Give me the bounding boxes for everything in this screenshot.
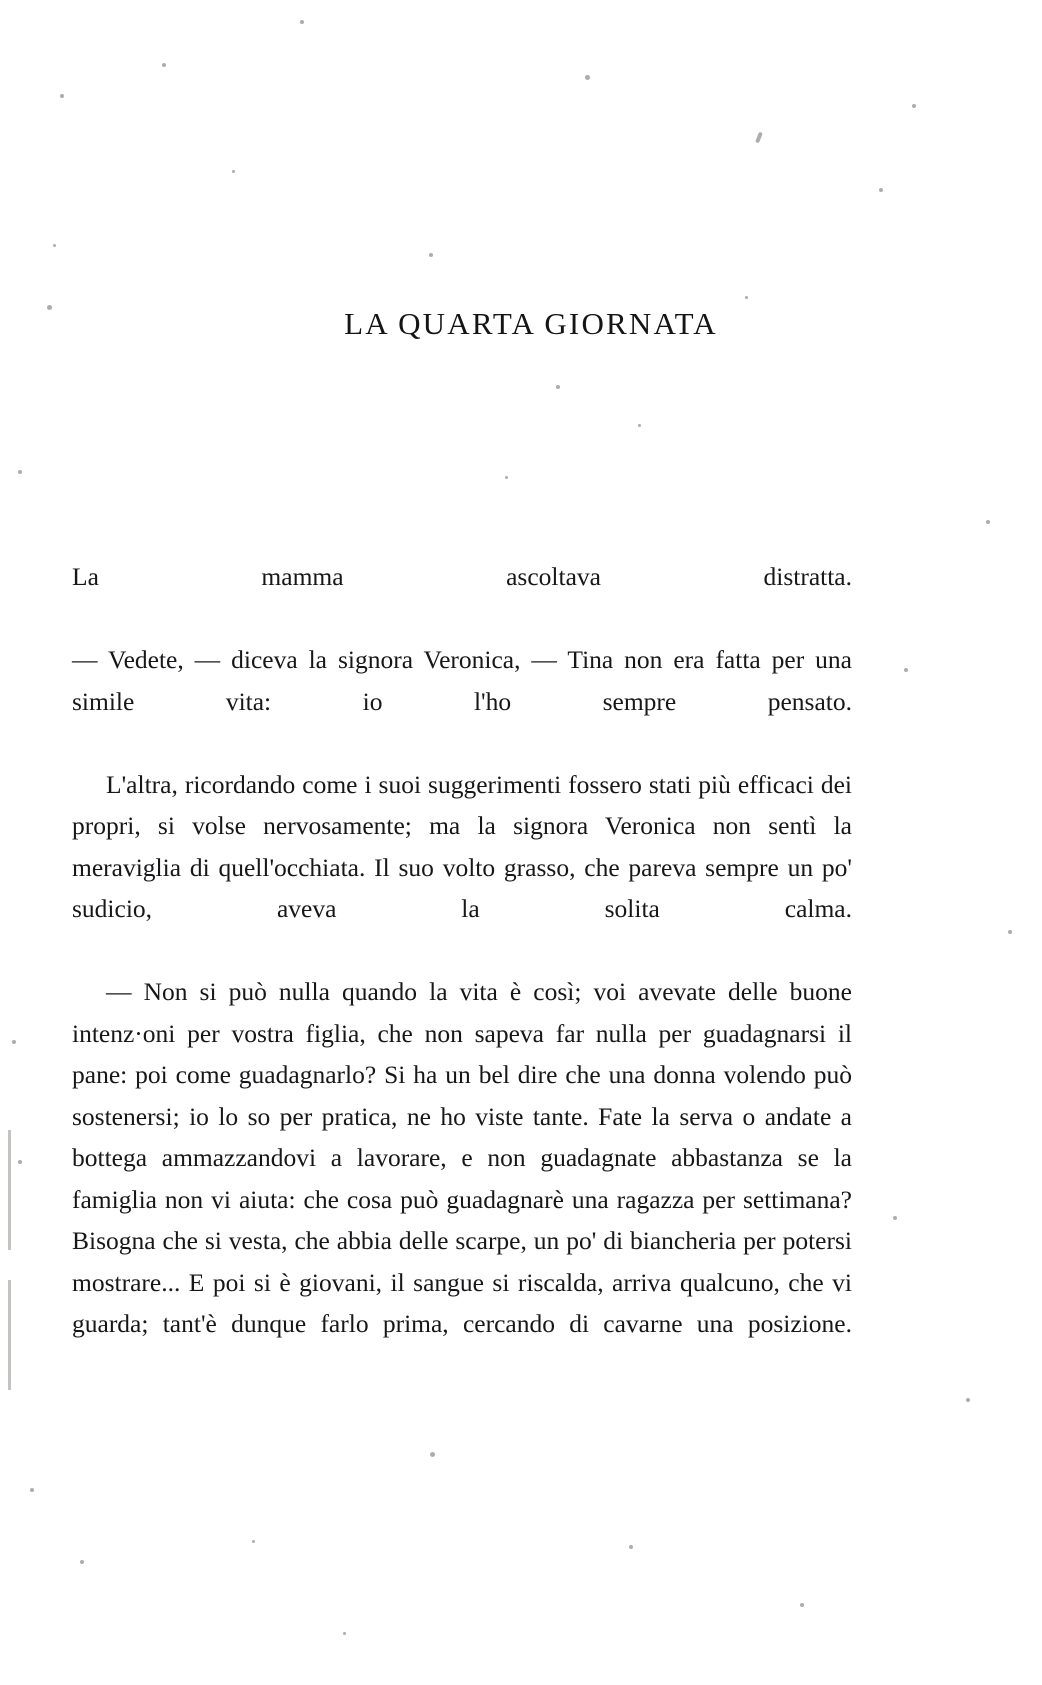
body-text: [72, 556, 852, 1386]
page-title: LA QUARTA GIORNATA: [344, 306, 718, 341]
paragraph: La mamma ascoltava distratta.: [72, 562, 852, 591]
binding-edge-mark: [8, 1280, 11, 1390]
paragraph: — Vedete, — diceva la signora Veronica, — Tina non era fatta per una simile vita: io l'ho sempre pensato.: [72, 645, 852, 716]
binding-edge-mark: [8, 1130, 11, 1250]
paragraph: — Non si può nulla quando la vita è così; voi avevate delle buone intenz·oni per vostra figlia, che non sapeva far nulla per guadagnarsi il pane: poi come guadagnarlo? Si ha un bel dire che una donna volendo può sostenersi; io lo so per pratica, ne ho viste tante. Fate la serva o andate a bottega ammazzandovi a lavorare, e non guadagnate abbastanza se la famiglia non vi aiuta: che cosa può guadagnarè una ragazza per settimana? Bisogna che si vesta, che abbia delle scarpe, un po' di biancheria per potersi mostrare... E poi si è giovani, il sangue si riscalda, arriva qualcuno, che vi guarda; tant'è dunque farlo prima, cercando di cavarne una posizione.: [72, 977, 852, 1338]
paragraph: L'altra, ricordando come i suoi suggerimenti fossero stati più efficaci dei propri, si volse nervosamente; ma la signora Veronica non sentì la meraviglia di quell'occhiata. Il suo volto grasso, che pareva sempre un po' sudicio, aveva la solita calma.: [72, 769, 852, 923]
